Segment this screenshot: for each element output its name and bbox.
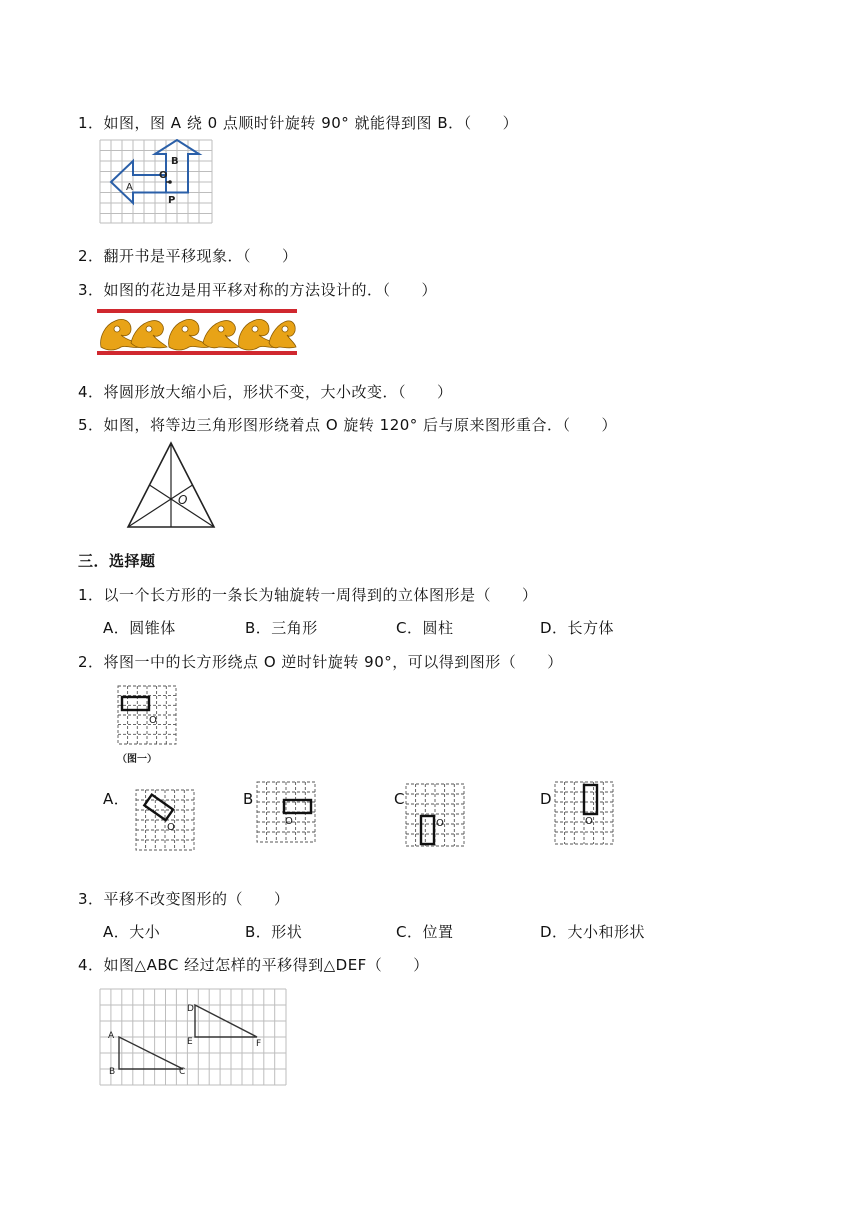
- judge-item-3: 3．如图的花边是用平移对称的方法设计的．（ ）: [78, 281, 438, 299]
- choice-2-option-c-figure: [403, 781, 467, 849]
- judge-item-1: 1．如图，图 A 绕 0 点顺时针旋转 90° 就能得到图 B．（ ）: [78, 114, 519, 132]
- label-tri-c: C: [179, 1067, 186, 1077]
- choice-2-option-a-letter: A．: [103, 790, 130, 808]
- judge-item-4: 4．将圆形放大缩小后，形状不变，大小改变．（ ）: [78, 383, 453, 401]
- equilateral-triangle-figure: [125, 441, 217, 531]
- choice-item-4: 4．如图△ABC 经过怎样的平移得到△DEF（ ）: [78, 956, 429, 974]
- choice-1-option-c: C．圆柱: [396, 619, 454, 637]
- label-o: O: [159, 170, 168, 181]
- figure-one-caption: （图一）: [117, 754, 157, 765]
- choice-1-option-d: D．长方体: [540, 619, 615, 637]
- choice-2-option-c-letter: C: [394, 790, 405, 808]
- choice-2-option-d-letter: D: [540, 790, 553, 808]
- option-a-o: O: [167, 822, 175, 833]
- choice-2-option-a-figure: [133, 787, 197, 853]
- choice-1-option-b: B．三角形: [245, 619, 318, 637]
- choice-2-option-d-figure: [552, 779, 616, 847]
- label-a: A: [126, 182, 133, 193]
- option-b-o: O: [285, 816, 293, 827]
- label-tri-d: D: [187, 1004, 194, 1014]
- choice-3-option-d: D．大小和形状: [540, 923, 646, 941]
- label-tri-e: E: [187, 1037, 193, 1047]
- choice-3-option-b: B．形状: [245, 923, 303, 941]
- choice-2-option-b-figure: [254, 779, 318, 845]
- lace-border-figure: [97, 307, 297, 359]
- rotation-arrow-figure: [99, 139, 213, 224]
- judge-item-5: 5．如图，将等边三角形图形绕着点 O 旋转 120° 后与原来图形重合．（ ）: [78, 416, 618, 434]
- option-c-o: O: [436, 818, 444, 829]
- choice-2-option-b-letter: B: [243, 790, 254, 808]
- choice-3-option-c: C．位置: [396, 923, 454, 941]
- label-center-o: O: [178, 493, 188, 507]
- choice-item-1: 1．以一个长方形的一条长为轴旋转一周得到的立体图形是（ ）: [78, 586, 538, 604]
- label-tri-b: B: [109, 1067, 116, 1077]
- original-rectangle: [122, 697, 149, 710]
- choice-item-2: 2．将图一中的长方形绕点 O 逆时针旋转 90°，可以得到图形（ ）: [78, 653, 563, 671]
- label-tri-f: F: [256, 1039, 262, 1049]
- judge-item-2: 2．翻开书是平移现象．（ ）: [78, 247, 298, 265]
- choice-1-option-a: A．圆锥体: [103, 619, 176, 637]
- choice-item-3: 3．平移不改变图形的（ ）: [78, 890, 290, 908]
- choice-3-option-a: A．大小: [103, 923, 161, 941]
- figure-one-o: O: [149, 715, 157, 726]
- label-b: B: [171, 156, 179, 167]
- label-p: P: [168, 195, 176, 206]
- section-title: 三．选择题: [78, 552, 156, 570]
- option-d-o: O: [585, 816, 593, 827]
- translation-triangles-figure: [99, 988, 287, 1086]
- figure-one-grid: [115, 683, 179, 767]
- label-tri-a: A: [108, 1031, 115, 1041]
